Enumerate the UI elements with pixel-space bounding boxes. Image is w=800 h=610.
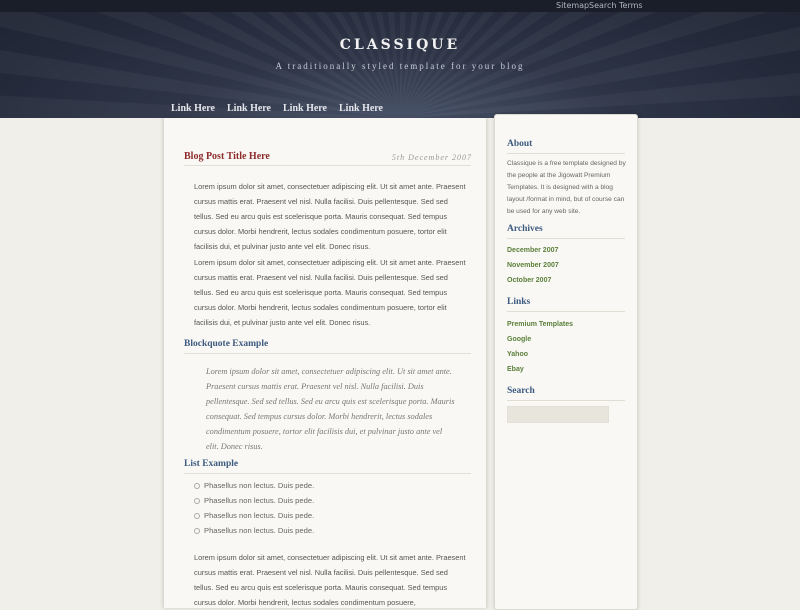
link-premium-templates[interactable]: Premium Templates: [507, 321, 574, 328]
site-tagline: A traditionally styled template for your blog: [275, 61, 525, 71]
search-link[interactable]: Search: [589, 1, 617, 10]
post-paragraph: Lorem ipsum dolor sit amet, consectetuer adipiscing elit. Ut sit amet ante. Praesent cursus mattis erat. Praesent vel nisl. Nulla facilisi. Duis pellentesque. Sed sed tellus. Sed eu arcu quis est scelerisque porta. Mauris consequat. Sed tempus cursus dolor. Morbi hendrerit, lectus sodales condimentum posuere, tortor elit facilisis dui, et pulvinar justo ante vel elit. Donec risus.: [194, 182, 466, 251]
nav-link-2[interactable]: Link Here: [227, 103, 271, 114]
link-yahoo[interactable]: Yahoo: [507, 351, 529, 358]
post-date: 5th December 2007: [391, 153, 472, 162]
about-heading: About: [507, 139, 533, 149]
terms-link[interactable]: Terms: [619, 1, 643, 10]
sidebar: [494, 114, 638, 610]
site-title[interactable]: CLASSIQUE: [339, 37, 461, 53]
site-header: [0, 0, 800, 118]
archive-link-november-2007[interactable]: November 2007: [507, 262, 559, 269]
nav-link-4[interactable]: Link Here: [339, 103, 383, 114]
sidebar-divider: [507, 400, 625, 401]
archive-link-december-2007[interactable]: December 2007: [507, 247, 559, 254]
sitemap-link[interactable]: Sitemap: [556, 1, 590, 10]
list-item: Phasellus non lectus. Duis pede.: [194, 508, 314, 523]
main-content: [163, 118, 487, 608]
top-utility-bar: [0, 0, 800, 12]
list-item: Phasellus non lectus. Duis pede.: [194, 478, 314, 493]
sidebar-divider: [507, 238, 625, 239]
section-divider: [184, 473, 471, 474]
links-heading: Links: [507, 297, 531, 307]
nav-link-3[interactable]: Link Here: [283, 103, 327, 114]
post-paragraph: Lorem ipsum dolor sit amet, consectetuer adipiscing elit. Ut sit amet ante. Praesent cursus mattis erat. Praesent vel nisl. Nulla facilisi. Duis pellentesque. Sed sed tellus. Sed eu arcu quis est scelerisque porta. Mauris consequat. Sed tempus cursus dolor. Morbi hendrerit, lectus sodales condimentum posuere, tortor elit facilisis dui, et pulvinar justo ante vel elit. Donec risus.: [194, 258, 466, 327]
nav-link-1[interactable]: Link Here: [171, 103, 215, 114]
sidebar-divider: [507, 311, 625, 312]
link-ebay[interactable]: Ebay: [507, 366, 524, 373]
list-item: Phasellus non lectus. Duis pede.: [194, 493, 314, 508]
about-text: Classique is a free template designed by the people at the Jigowatt Premium Templates. It is designed with a blog layout /format in mind, but of course can be used for any web site.: [507, 160, 626, 215]
list-heading: List Example: [184, 459, 239, 469]
blockquote-heading: Blockquote Example: [184, 339, 269, 349]
search-input[interactable]: [507, 406, 609, 423]
post-title-divider: [184, 165, 471, 166]
blockquote: Lorem ipsum dolor sit amet, consectetuer adipiscing elit. Ut sit amet ante. Praesent cursus mattis erat. Praesent vel nisl. Nulla facilisi. Duis pellentesque. Sed sed tellus. Sed eu arcu quis est scelerisque porta. Mauris consequat. Sed tempus cursus dolor. Morbi hendrerit, lectus sodales condimentum posuere, tortor elit facilisis dui, et pulvinar justo ante vel elit. Donec risus.: [206, 367, 455, 451]
section-divider: [184, 353, 471, 354]
archive-link-october-2007[interactable]: October 2007: [507, 277, 552, 284]
list-item: Phasellus non lectus. Duis pede.: [194, 523, 314, 538]
archives-heading: Archives: [507, 224, 543, 234]
example-list: [194, 478, 314, 538]
post-title[interactable]: Blog Post Title Here: [184, 151, 270, 162]
sidebar-divider: [507, 153, 625, 154]
post-paragraph: Lorem ipsum dolor sit amet, consectetuer adipiscing elit. Ut sit amet ante. Praesent cursus mattis erat. Praesent vel nisl. Nulla facilisi. Duis pellentesque. Sed sed tellus. Sed eu arcu quis est scelerisque porta. Mauris consequat. Sed tempus cursus dolor. Morbi hendrerit, lectus sodales condimentum posuere,: [194, 553, 466, 607]
link-google[interactable]: Google: [507, 336, 532, 343]
search-heading: Search: [507, 386, 535, 396]
